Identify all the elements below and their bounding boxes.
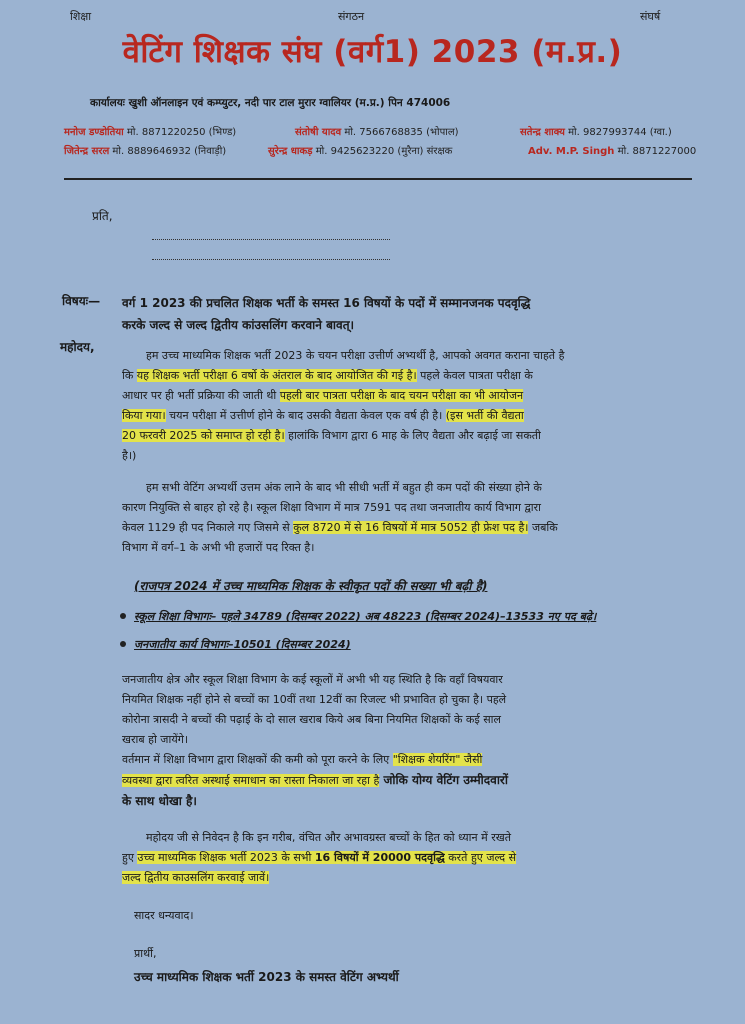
applicant-name: उच्च माध्यमिक शिक्षक भर्ती 2023 के समस्त वेटिंग अभ्यर्थी (134, 970, 399, 984)
highlight-run: 16 विषयों में 20000 पदवृद्धि (314, 851, 445, 864)
para-line (122, 406, 720, 426)
para-line: कारण नियुक्ति से बाहर हो रहे है। स्कूल शिक्षा विभाग में मात्र 7591 पद तथा जनजातीय कार्य विभाग द्वारा (122, 501, 541, 514)
para-line: कोरोना त्रासदी ने बच्चों की पढ़ाई के दो साल खराब किये अब बिना नियमित शिक्षकों के कई साल (122, 713, 501, 726)
contact-name: मनोज डण्डोतिया (64, 127, 124, 138)
paragraph-5 (122, 828, 720, 888)
para-line (122, 770, 720, 791)
highlight-run: किया गया। (122, 409, 166, 422)
office-address: कार्यालयः खुशी ऑनलाइन एवं कम्प्युटर, नदी पार टाल मुरार ग्वालियर (म.प्र.) पिन 474006 (90, 97, 451, 109)
highlight-run: (इस भर्ती की वैद्यता (445, 409, 524, 422)
para-line (122, 750, 720, 770)
text-run: हालांकि विभाग द्वारा 6 माह के लिए वैद्यता और बढ़ाई जा सकती (284, 429, 541, 442)
paragraph-1 (122, 346, 720, 466)
para-line (122, 386, 720, 406)
para-line: जनजातीय क्षेत्र और स्कूल शिक्षा विभाग के कई स्कूलों में अभी भी यह स्थिति है कि वहाँ विषयवार (122, 673, 503, 686)
subject-label: विषयः— (62, 294, 101, 308)
highlight-run: उच्च माध्यमिक शिक्षक भर्ती 2023 के सभी (137, 851, 315, 864)
contact-detail: मो. 8871220250 (भिण्ड) (126, 127, 237, 138)
tag-sangharsh: संघर्ष (640, 10, 661, 23)
subject-text (122, 292, 682, 336)
bullet-item (134, 609, 596, 624)
header-divider (64, 178, 692, 180)
contact-6 (528, 143, 696, 157)
applicant-label: प्रार्थी, (134, 947, 157, 960)
contact-4 (64, 143, 226, 157)
gazette-heading: (राजपत्र 2024 में उच्च माध्यमिक शिक्षक के स्वीकृत पदों की सख्या भी बढ़ी है) (134, 579, 488, 593)
contact-detail: मो. 8871227000 (617, 146, 697, 157)
paragraph-4 (122, 750, 720, 811)
highlight-run: यह शिक्षक भर्ती परीक्षा 6 वर्षो के अंतराल के बाद आयोजित की गई है। (136, 369, 417, 382)
salutation: महोदय, (60, 340, 95, 354)
bullet-text: जनजातीय कार्य विभागः–10501 (दिसम्बर 2024) (134, 638, 351, 651)
para-line: नियमित शिक्षक नहीं होने से बच्चों का 10वीं तथा 12वीं का रिजल्ट भी प्रभावित हो चुका है। पहले (122, 693, 507, 706)
contact-1 (64, 124, 236, 138)
text-run: जबकि (528, 521, 558, 534)
bullet-item (134, 637, 351, 652)
para-line: हम उच्च माध्यमिक शिक्षक भर्ती 2023 के चयन परीक्षा उत्तीर्ण अभ्यर्थी है, आपको अवगत कराना चाहते है (146, 349, 565, 362)
text-run: वर्तमान में शिक्षा विभाग द्वारा शिक्षकों की कमी को पूरा करने के लिए (122, 753, 393, 766)
para-line (122, 848, 720, 868)
text-run: आधार पर ही भर्ती प्रक्रिया की जाती थी (122, 389, 280, 402)
bullet-text: स्कूल शिक्षा विभागः– पहले 34789 (दिसम्बर 2022) अब 48223 (दिसम्बर 2024)–13533 नए पद बढ़े। (134, 610, 597, 623)
contact-2 (295, 124, 459, 138)
para-line: के साथ धोखा है। (122, 794, 197, 808)
para-line: खराब हो जायेंगे। (122, 733, 189, 746)
letterhead-title: वेटिंग शिक्षक संघ (वर्ग1) 2023 (म.प्र.) (122, 34, 623, 70)
contact-detail: मो. 9827993744 (ग्वा.) (568, 127, 672, 138)
para-line (122, 426, 720, 446)
para-line: हम सभी वेटिंग अभ्यर्थी उत्तम अंक लाने के बाद भी सीधी भर्ती में बहुत ही कम पदों की संख्या होने के (146, 481, 542, 494)
subject-line: करके जल्द से जल्द द्वितीय कांउसलिंग करवाने बावत्। (122, 318, 355, 332)
bullet-dot (120, 641, 126, 647)
addressee-label: प्रति, (92, 209, 113, 223)
text-run: कि (122, 369, 137, 382)
contact-detail: मो. 8889646932 (निवाड़ी) (112, 146, 227, 157)
highlight-run: "शिक्षक शेयरिंग" जैसी (392, 753, 483, 766)
highlight-run: कुल 8720 में से 16 विषयों में मात्र 5052 ही फ्रेश पद है। (293, 521, 529, 534)
bold-run: जोकि योग्य वेटिंग उम्मीदवारों (379, 773, 508, 787)
text-run: पहले केवल पात्रता परीक्षा के (416, 369, 533, 382)
contact-name: सुरेन्द्र धाकड़ (268, 146, 313, 157)
closing: सादर धन्यवाद। (134, 909, 194, 922)
text-run: हुए (122, 851, 138, 864)
para-line (122, 518, 720, 538)
bullet-dot (120, 613, 126, 619)
para-line: विभाग में वर्ग–1 के अभी भी हजारों पद रिक्त है। (122, 541, 315, 554)
text-run: केवल 1129 ही पद निकाले गए जिसमे से (122, 521, 294, 534)
paragraph-2 (122, 478, 720, 558)
highlight-run: पहली बार पात्रता परीक्षा के बाद चयन परीक्षा का भी आयोजन (279, 389, 524, 402)
contact-5 (268, 143, 452, 157)
tag-shiksha: शिक्षा (70, 10, 92, 23)
contact-name: Adv. M.P. Singh (528, 146, 615, 157)
para-line (122, 868, 720, 888)
para-line (122, 366, 720, 386)
contact-name: सतेन्द्र शाक्य (520, 127, 565, 138)
contact-name: संतोषी यादव (295, 127, 342, 138)
subject-line: वर्ग 1 2023 की प्रचलित शिक्षक भर्ती के समस्त 16 विषयों के पदों में सम्मानजनक पदवृद्धि (122, 296, 531, 310)
contact-detail: मो. 9425623220 (मुरैना) संरक्षक (315, 146, 453, 157)
para-line: महोदय जी से निवेदन है कि इन गरीब, वंचित और अभावग्रस्त बच्चों के हित को ध्यान में रखते (146, 831, 511, 844)
tag-sangathan: संगठन (338, 10, 365, 23)
paragraph-3 (122, 670, 720, 750)
contact-detail: मो. 7566768835 (भोपाल) (344, 127, 459, 138)
contact-3 (520, 124, 672, 138)
contact-name: जितेन्द्र सरल (64, 146, 110, 157)
highlight-run: करते हुए जल्द से (444, 851, 517, 864)
text-run: चयन परीक्षा में उत्तीर्ण होने के बाद उसकी वैद्यता केवल एक वर्ष ही है। (165, 409, 446, 422)
para-line: है।) (122, 449, 137, 462)
addressee-line (152, 258, 390, 260)
addressee-line (152, 238, 390, 240)
highlight-run: जल्द द्वितीय काउसलिंग करवाई जावें। (122, 871, 270, 884)
highlight-run: 20 फरवरी 2025 को समाप्त हो रही है। (122, 429, 285, 442)
highlight-run: व्यवस्था द्वारा त्वरित अस्थाई समाधान का रास्ता निकाला जा रहा है (122, 774, 380, 787)
